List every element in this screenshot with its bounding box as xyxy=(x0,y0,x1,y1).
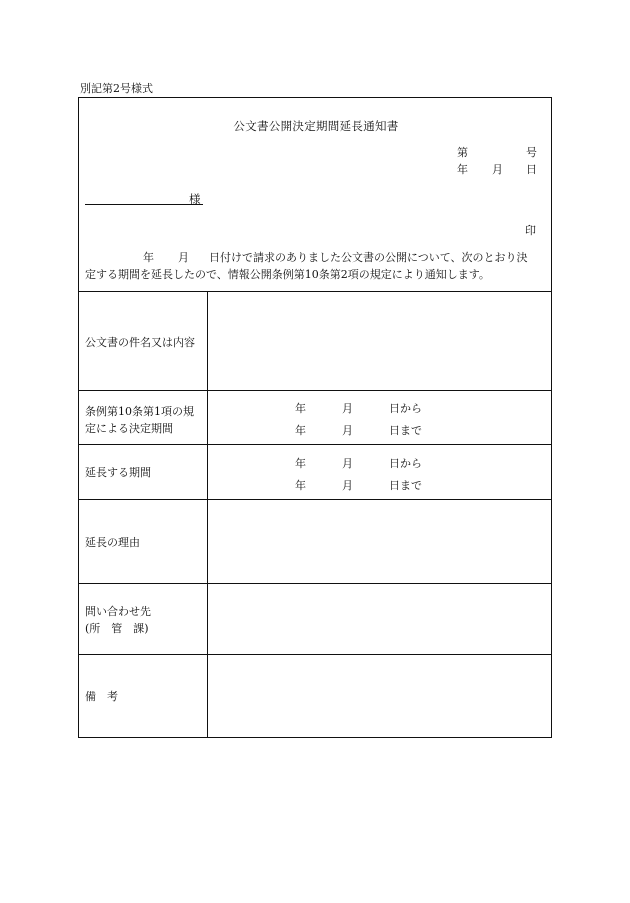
form-number-label: 別記第2号様式 xyxy=(80,82,153,95)
date-day: 日 xyxy=(526,163,537,176)
extension-from-year: 年 xyxy=(295,457,306,470)
label-decision-period-line-1: 条例第10条第1項の規 xyxy=(85,405,194,418)
extension-from-day: 日から xyxy=(389,457,422,470)
date-year: 年 xyxy=(457,163,468,176)
decision-from-day: 日から xyxy=(389,402,422,415)
label-decision-period xyxy=(85,403,194,437)
notice-body xyxy=(85,249,547,283)
label-remarks: 備 考 xyxy=(85,690,118,703)
label-document-subject: 公文書の件名又は内容 xyxy=(85,336,195,349)
body-line1-text: 日付けで請求のありました公文書の公開について、次のとおり決 xyxy=(209,251,528,264)
decision-from-year: 年 xyxy=(295,402,306,415)
label-extension-reason: 延長の理由 xyxy=(85,536,140,549)
extension-to-year: 年 xyxy=(295,479,306,492)
date-month: 月 xyxy=(492,163,503,176)
row-divider xyxy=(79,583,551,584)
document-title: 公文書公開決定期間延長通知書 xyxy=(233,119,399,133)
table-column-divider xyxy=(207,291,208,737)
label-extension-period: 延長する期間 xyxy=(85,466,151,479)
decision-to-month: 月 xyxy=(342,424,353,437)
decision-to-year: 年 xyxy=(295,424,306,437)
label-contact-line-1: 問い合わせ先 xyxy=(85,605,151,618)
extension-from-month: 月 xyxy=(342,457,353,470)
row-divider xyxy=(79,654,551,655)
table-top-border xyxy=(79,291,551,292)
row-divider xyxy=(79,499,551,500)
extension-to-day: 日まで xyxy=(389,479,422,492)
number-prefix: 第 xyxy=(457,146,468,159)
number-suffix: 号 xyxy=(526,146,537,159)
notice-form xyxy=(78,97,552,738)
recipient-name-field[interactable] xyxy=(85,204,203,205)
body-month: 月 xyxy=(178,251,189,264)
label-contact xyxy=(85,603,151,637)
extension-to-month: 月 xyxy=(342,479,353,492)
notice-body-line-2: 定する期間を延長したので、情報公開条例第10条第2項の規定により通知します。 xyxy=(85,268,490,281)
recipient-honorific: 様 xyxy=(189,192,201,206)
body-year: 年 xyxy=(143,251,154,264)
notice-body-line-1 xyxy=(85,249,547,266)
label-contact-line-2: (所 管 課) xyxy=(85,622,149,635)
seal-mark: 印 xyxy=(525,224,536,237)
label-decision-period-line-2: 定による決定期間 xyxy=(85,422,173,435)
decision-to-day: 日まで xyxy=(389,424,422,437)
row-divider xyxy=(79,390,551,391)
decision-from-month: 月 xyxy=(342,402,353,415)
row-divider xyxy=(79,444,551,445)
